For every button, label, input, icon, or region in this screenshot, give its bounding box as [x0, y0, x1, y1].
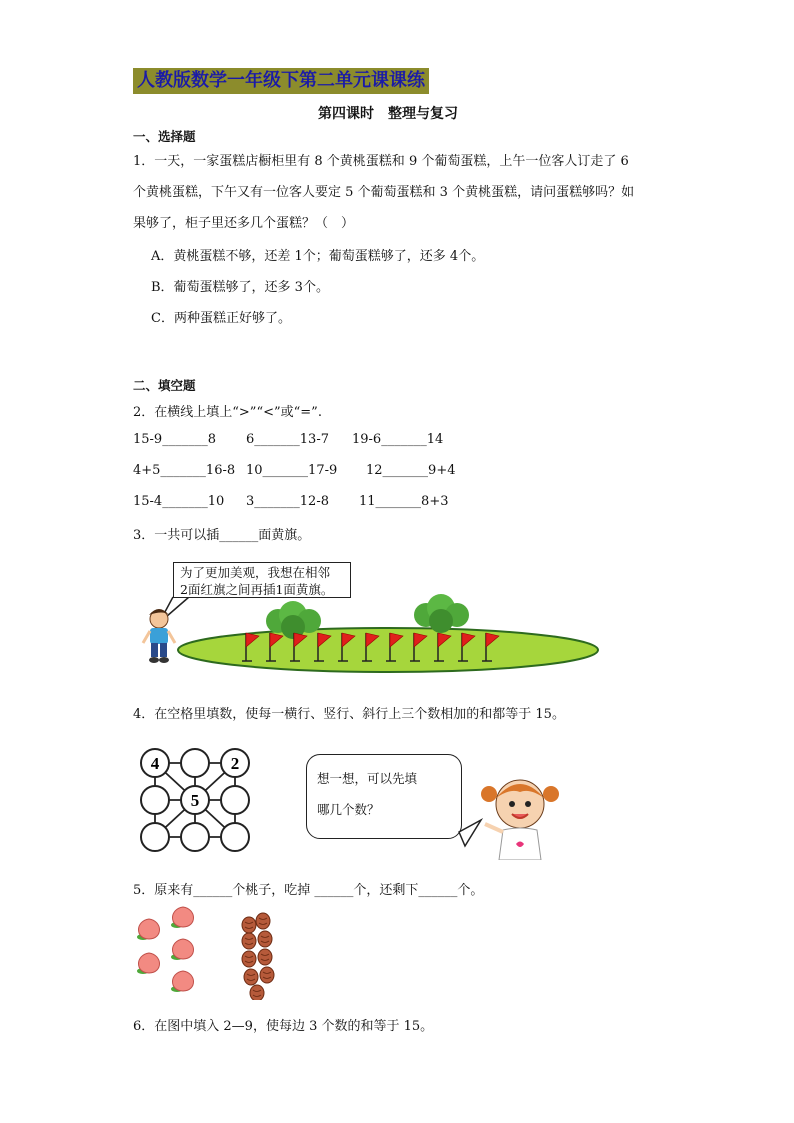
- q1-line1: 1．一天，一家蛋糕店橱柜里有 8 个黄桃蛋糕和 9 个葡萄蛋糕，上午一位客人订走了 6: [133, 154, 629, 169]
- q1-option-b: B．葡萄蛋糕够了，还多 3个。: [151, 280, 329, 295]
- q1-option-c: C．两种蛋糕正好够了。: [151, 311, 291, 326]
- peach-pit-icon: [242, 951, 256, 967]
- grid-number-center: 5: [190, 791, 200, 810]
- q4-bubble-line2: 哪几个数？: [317, 802, 380, 817]
- q1-line3: 果够了，柜子里还多几个蛋糕？（ ）: [133, 216, 355, 231]
- peach-icon: [171, 971, 194, 992]
- bush-icon: [414, 594, 469, 633]
- peach-icon: [171, 939, 194, 960]
- peach-pit-icon: [244, 969, 258, 985]
- q3-prompt: 3．一共可以插______面黄旗。: [133, 528, 311, 543]
- q2-item: 11_______8+3: [359, 494, 449, 509]
- q2-item: 6_______13-7: [246, 432, 329, 447]
- q1-option-a: A．黄桃蛋糕不够，还差 1个；葡萄蛋糕够了，还多 4个。: [151, 249, 485, 264]
- peach-icon: [137, 953, 160, 974]
- q2-item: 15-9_______8: [133, 432, 216, 447]
- lesson-title: 第四课时 整理与复习: [318, 106, 458, 122]
- boy-figure: [143, 609, 175, 663]
- peach-pit-icon: [242, 933, 256, 949]
- q2-item: 12_______9+4: [366, 463, 456, 478]
- grid-number-top-right: 2: [230, 754, 240, 773]
- grid-number-top-left: 4: [150, 754, 160, 773]
- peach-pit-icon: [258, 931, 272, 947]
- grid-cell: [221, 786, 249, 814]
- peach-pit-icon: [260, 967, 274, 983]
- q2-prompt: 2．在横线上填上“>”“<”或“=”.: [133, 405, 322, 420]
- grid-cell: [221, 823, 249, 851]
- q3-speech-bubble: [173, 562, 351, 598]
- peach-icon: [171, 907, 194, 928]
- section-choice-title: 一、选择题: [133, 129, 196, 144]
- q1-line2: 个黄桃蛋糕，下午又有一位客人要定 5 个葡萄蛋糕和 3 个黄桃蛋糕，请问蛋糕够吗？如: [133, 185, 635, 200]
- q4-prompt: 4．在空格里填数，使每一横行、竖行、斜行上三个数相加的和都等于 15。: [133, 707, 565, 722]
- magic-square-diagram: [133, 742, 258, 857]
- grid-cell: [141, 823, 169, 851]
- q2-item: 4+5_______16-8: [133, 463, 236, 478]
- q3-bubble-line2: 2面红旗之间再插1面黄旗。: [180, 582, 334, 597]
- q5-prompt: 5．原来有______个桃子，吃掉 ______个，还剩下______个。: [133, 883, 484, 898]
- grass-field: [178, 628, 598, 672]
- peach-pit-icon: [256, 913, 270, 929]
- peach-pit-icon: [258, 949, 272, 965]
- q6-prompt: 6．在图中填入 2—9，使每边 3 个数的和等于 15。: [133, 1019, 434, 1034]
- q2-item: 19-6_______14: [352, 432, 444, 447]
- q2-item: 15-4_______10: [133, 494, 225, 509]
- peach-icon: [137, 919, 160, 940]
- q4-speech-bubble: [306, 754, 462, 839]
- q4-bubble-line1: 想一想，可以先填: [317, 771, 418, 786]
- peach-pit-icon: [250, 985, 264, 1000]
- peaches-illustration: [133, 905, 293, 1000]
- peach-pit-icon: [242, 917, 256, 933]
- worksheet-banner: 人教版数学一年级下第二单元课课练: [133, 68, 429, 94]
- q2-item: 10_______17-9: [246, 463, 338, 478]
- grid-cell: [141, 786, 169, 814]
- girl-figure: [455, 770, 570, 860]
- q2-item: 3_______12-8: [246, 494, 329, 509]
- q3-bubble-line1: 为了更加美观，我想在相邻: [180, 565, 331, 580]
- section-fill-title: 二、填空题: [133, 378, 196, 393]
- grid-cell: [181, 823, 209, 851]
- grid-cell: [181, 749, 209, 777]
